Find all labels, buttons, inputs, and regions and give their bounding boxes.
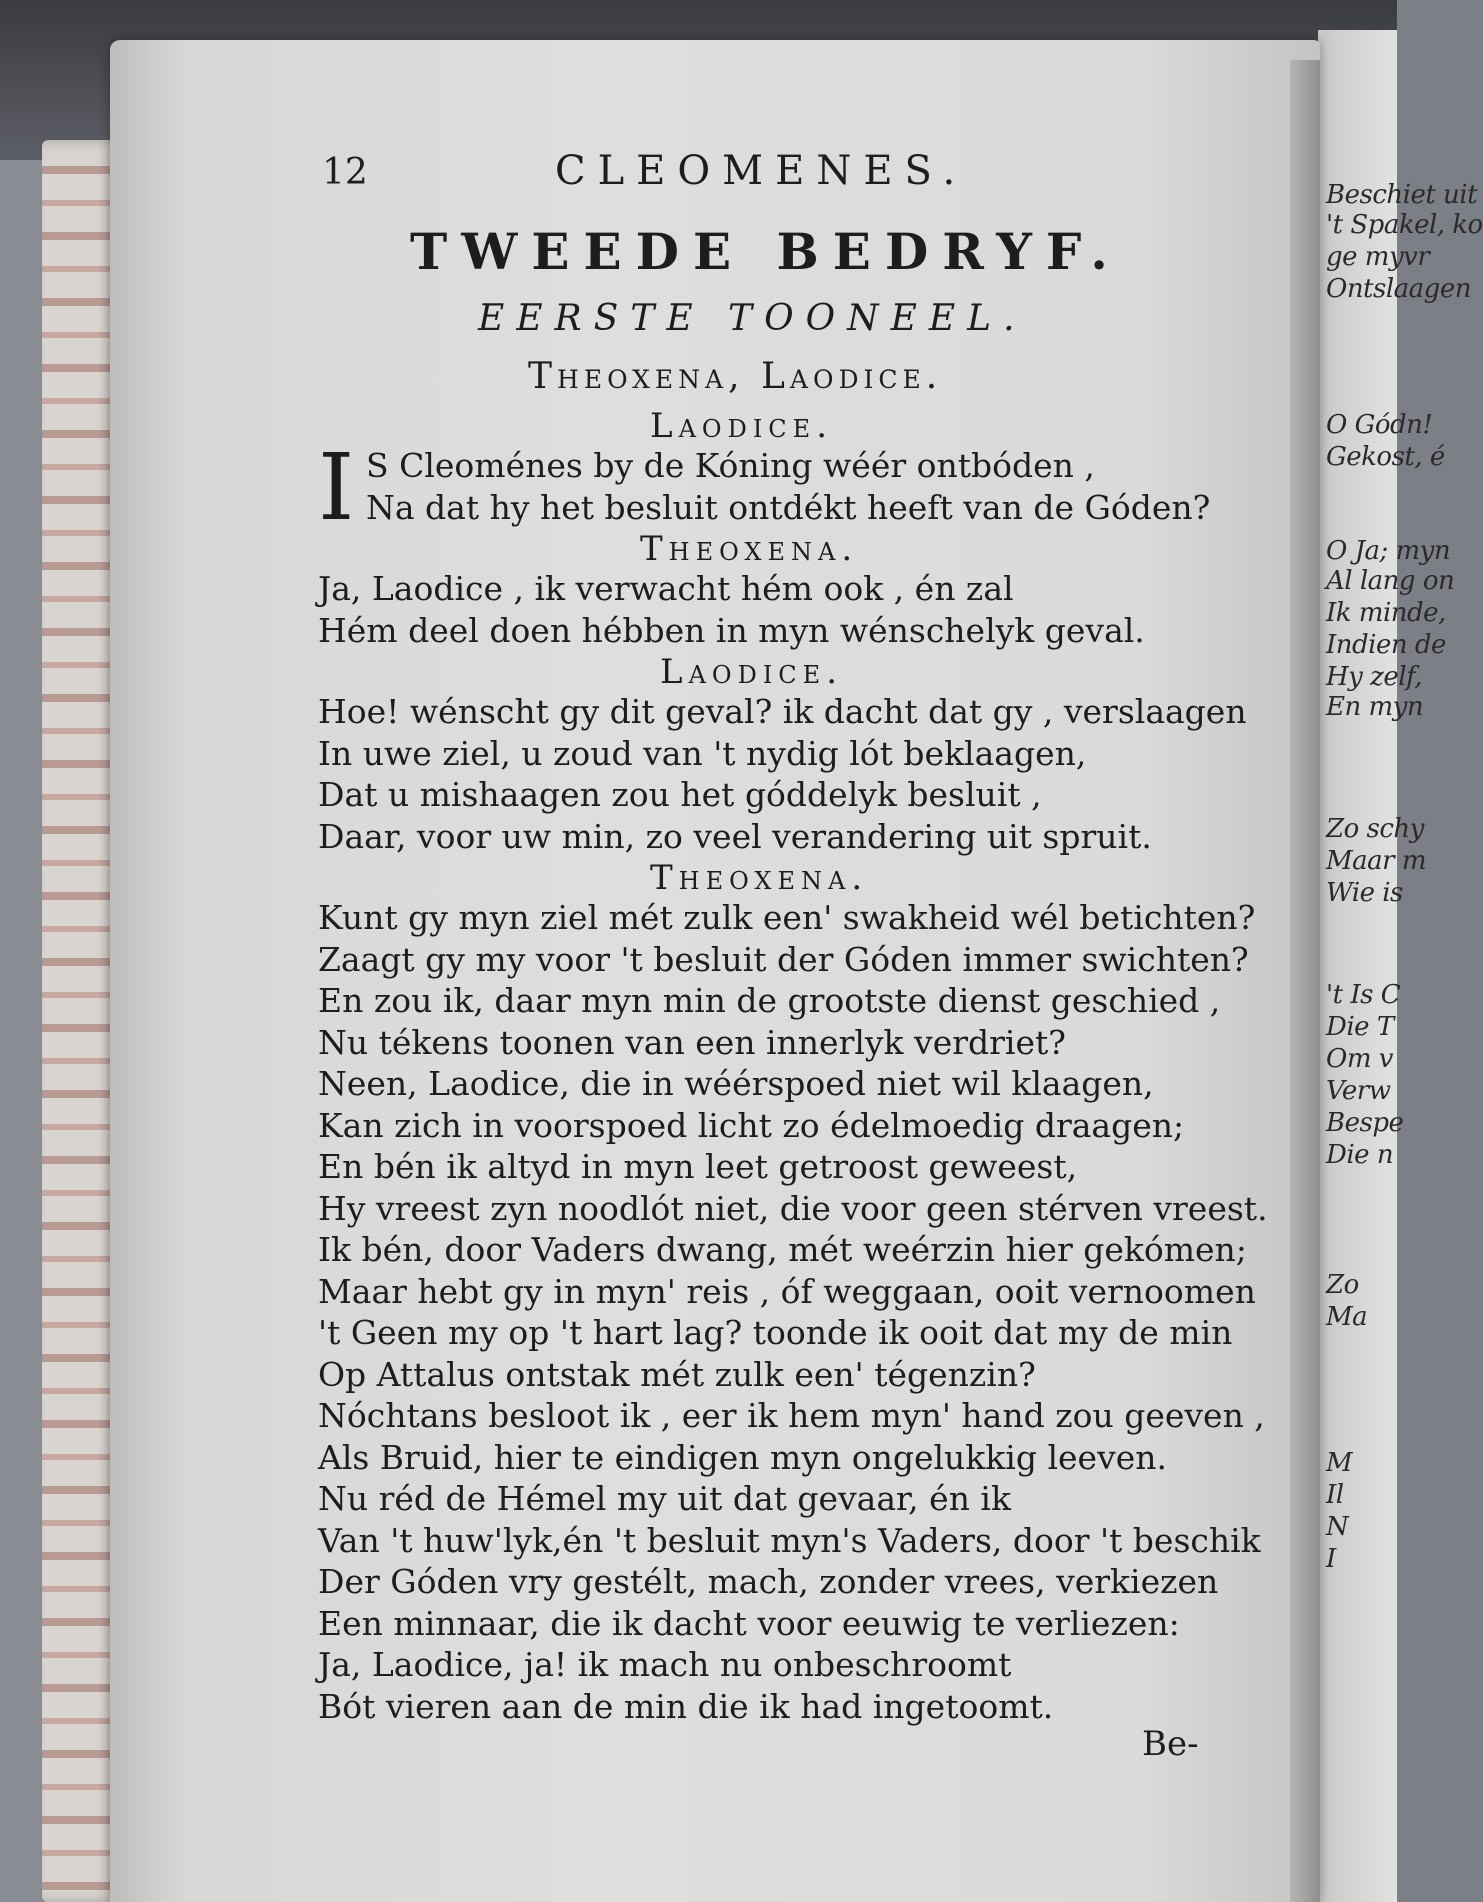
verse-line: Ik bén, door Vaders dwang, mét weérzin hier gekómen; [318, 1230, 1247, 1269]
facing-page-line: Il [1326, 1480, 1344, 1510]
facing-page-line: Zo schy [1326, 814, 1424, 844]
facing-page-line: Al lang on [1326, 566, 1455, 596]
verse-line: Ja, Laodice , ik verwacht hém ook , én zal [318, 569, 1014, 608]
drop-cap: I [318, 434, 355, 541]
verse-line: Van 't huw'lyk,én 't besluit myn's Vaders, door 't beschik [318, 1520, 1261, 1560]
facing-page-line: Maar m [1326, 846, 1426, 876]
facing-page-line: N [1326, 1512, 1349, 1542]
verse-line: Bót vieren aan de min die ik had ingetoomt. [318, 1686, 1054, 1726]
facing-page-line: I [1326, 1544, 1336, 1574]
page-gutter [1290, 60, 1320, 1902]
speaker-name: Laodice. [660, 652, 843, 692]
verse-line: Nóchtans besloot ik , eer ik hem myn' hand zou geeven , [318, 1396, 1265, 1435]
verse-line: Op Attalus ontstak mét zulk een' tégenzin? [318, 1354, 1036, 1394]
facing-page-line: Verw [1326, 1076, 1391, 1106]
facing-page-line: Om v [1326, 1044, 1393, 1074]
page-number: 12 [322, 152, 368, 193]
scene-title: EERSTE TOONEEL. [478, 298, 1027, 339]
facing-page-line: Hy zelf, [1326, 662, 1422, 692]
act-title: TWEEDE BEDRYF. [410, 222, 1122, 281]
verse-line: 't Geen my op 't hart lag? toonde ik ooit dat my de min [318, 1313, 1233, 1352]
facing-page-line: Bespe [1326, 1108, 1404, 1138]
verse-line: Na dat hy het besluit ontdékt heeft van de Góden? [366, 487, 1211, 527]
facing-page-line: En myn [1326, 692, 1424, 722]
verse-line: Maar hebt gy in myn' reis , óf weggaan, ooit vernoomen [318, 1271, 1256, 1311]
facing-page-line: Zo [1326, 1270, 1359, 1300]
facing-page-line: Ik minde, [1326, 598, 1446, 628]
verse-line: Ja, Laodice, ja! ik mach nu onbeschroomt [318, 1645, 1012, 1684]
verse-line: Dat u mishaagen zou het góddelyk besluit , [318, 775, 1042, 814]
running-head: CLEOMENES. [555, 148, 968, 194]
verse-line: Daar, voor uw min, zo veel verandering uit spruit. [318, 816, 1152, 856]
facing-page-line: 't Is C [1326, 980, 1401, 1010]
verse-line: Zaagt gy my voor 't besluit der Góden immer swichten? [318, 939, 1249, 979]
facing-page-line: Wie is [1326, 878, 1403, 908]
facing-page-line: O Ja; myn [1326, 536, 1451, 566]
verse-line: En zou ik, daar myn min de grootste dienst geschied , [318, 981, 1221, 1020]
verse-line: Kan zich in voorspoed licht zo édelmoedig draagen; [318, 1105, 1185, 1145]
speaker-name: Theoxena. [640, 529, 859, 569]
facing-page-line: Ma [1326, 1302, 1368, 1332]
facing-page-line: Gekost, é [1326, 442, 1445, 472]
verse-line: Neen, Laodice, die in wéérspoed niet wil klaagen, [318, 1064, 1154, 1103]
verse-line: Als Bruid, hier te eindigen myn ongelukkig leeven. [318, 1437, 1167, 1477]
verse-line: Hy vreest zyn noodlót niet, die voor geen stérven vreest. [318, 1188, 1268, 1228]
facing-page-line: Beschiet uit [1326, 180, 1478, 210]
verse-line: Kunt gy myn ziel mét zulk een' swakheid wél betichten? [318, 898, 1256, 937]
verse-line: Nu tékens toonen van een innerlyk verdriet? [318, 1022, 1066, 1062]
persons-list: Theoxena, Laodice. [528, 356, 943, 397]
facing-page-line: Die n [1326, 1140, 1394, 1170]
verse-line: Nu réd de Hémel my uit dat gevaar, én ik [318, 1479, 1011, 1518]
facing-page [1318, 30, 1483, 1902]
verse-line: Der Góden vry gestélt, mach, zonder vrees, verkiezen [318, 1562, 1219, 1601]
facing-page-line: Die T [1326, 1012, 1394, 1042]
verse-line: Hoe! wénscht gy dit geval? ik dacht dat gy , verslaagen [318, 692, 1247, 731]
facing-page-line: Indien de [1326, 630, 1446, 660]
facing-page-line: 't Spakel, ko [1326, 210, 1483, 240]
facing-page-line: M [1326, 1448, 1353, 1478]
verse-line: Hém deel doen hébben in myn wénschelyk geval. [318, 610, 1145, 650]
verse-line: S Cleoménes by de Kóning wéér ontbóden , [366, 446, 1095, 485]
facing-page-line: Ontslaagen [1326, 274, 1471, 304]
verse-line: Een minnaar, die ik dacht voor eeuwig te verliezen: [318, 1603, 1180, 1643]
facing-page-line: ge myvr [1326, 242, 1430, 272]
catchword: Be- [1142, 1724, 1199, 1764]
facing-page-line: O Gódn! [1326, 410, 1433, 440]
speaker-name: Theoxena. [650, 858, 869, 898]
verse-line: In uwe ziel, u zoud van 't nydig lót beklaagen, [318, 733, 1087, 773]
verse-line: En bén ik altyd in myn leet getroost geweest, [318, 1147, 1078, 1186]
speaker-name: Laodice. [650, 406, 833, 446]
